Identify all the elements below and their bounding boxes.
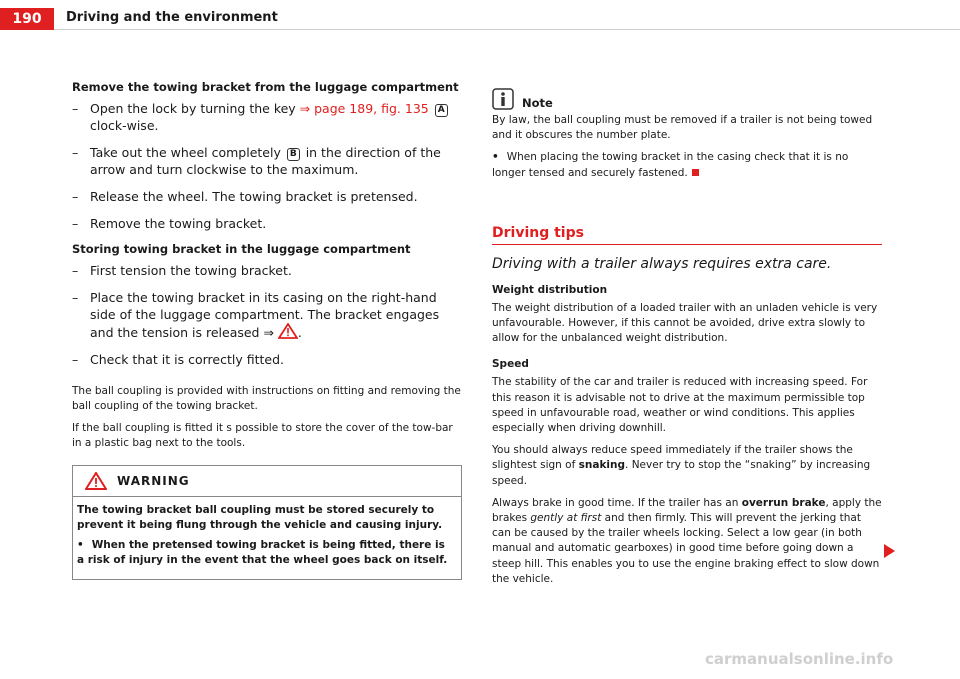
warning-title: WARNING	[117, 474, 190, 488]
warning-box	[72, 465, 462, 580]
watermark: carmanualsonline.info	[705, 650, 894, 668]
remove-step-4: – Remove the towing bracket.	[72, 216, 267, 231]
info-paragraph-1: The ball coupling is provided with instructions on fitting and removing the ball coupling of the towing bracket.	[72, 385, 461, 412]
note-text-1: By law, the ball coupling must be removed if a trailer is not being towed and it obscures the number plate.	[492, 114, 873, 142]
callout-a-badge: A	[435, 104, 448, 117]
store-step-3: – Check that it is correctly fitted.	[72, 352, 284, 367]
info-paragraph-2: If the ball coupling is fitted it s possible to store the cover of the tow-bar in a plastic bag next to the tools.	[72, 422, 453, 449]
store-step-2: – Place the towing bracket in its casing on the right-hand side of the luggage compartment. The bracket engages and the tension is released ⇒ .	[72, 290, 440, 340]
header-divider	[54, 29, 960, 30]
speed-heading: Speed	[492, 358, 529, 371]
brake-text: Always brake in good time. If the trailer has an overrun brake, apply the brakes gently at first and then firmly. This will prevent the jerking that can be caused by the trailer wheels locking. Select a low gear (in both manual and automatic gearboxes) in good time before going down a steep hill. This enables you to use the engine braking effect to slow down the vehicle.	[492, 496, 882, 585]
note-title: Note	[522, 96, 553, 110]
speed-text: The stability of the car and trailer is reduced with increasing speed. For this reason it is advisable not to drive at the maximum permissible top speed in unfavourable road, weather or wind conditions. This applies especially when driving downhill.	[492, 376, 868, 435]
callout-b-badge: B	[287, 148, 300, 161]
store-step-1: – First tension the towing bracket.	[72, 263, 292, 278]
page-title: Driving and the environment	[66, 10, 278, 25]
right-column	[492, 88, 882, 594]
note-icon	[492, 88, 514, 110]
remove-heading: Remove the towing bracket from the luggage compartment	[72, 80, 459, 94]
page-number: 190	[0, 8, 54, 30]
section-intro: Driving with a trailer always requires extra care.	[492, 255, 832, 272]
warning-header	[73, 466, 461, 497]
warning-text-1: The towing bracket ball coupling must be stored securely to prevent it being flung through the vehicle and causing injury.	[77, 504, 443, 531]
warning-body	[73, 497, 461, 579]
end-marker-icon	[692, 169, 699, 176]
warning-text-2: • When the pretensed towing bracket is being fitted, there is a risk of injury in the event that the wheel goes back on itself.	[77, 539, 448, 566]
section-title: Driving tips	[492, 224, 584, 241]
warning-triangle-icon[interactable]	[278, 323, 298, 339]
note-text-2: • When placing the towing bracket in the casing check that it is no longer tensed and securely fastened.	[492, 151, 849, 179]
warning-triangle-icon	[85, 472, 107, 490]
left-column	[72, 80, 464, 580]
section-divider	[492, 244, 882, 245]
weight-text: The weight distribution of a loaded trailer with an unladen vehicle is very unfavourable. However, if this cannot be avoided, drive extra slowly to allow for the unbalanced weight distribution.	[492, 301, 878, 345]
note-header	[492, 88, 882, 110]
remove-step-2: – Take out the wheel completely B in the direction of the arrow and turn clockwise to the maximum.	[72, 145, 441, 177]
next-page-arrow-icon[interactable]	[884, 544, 895, 558]
remove-step-3: – Release the wheel. The towing bracket is pretensed.	[72, 189, 418, 204]
page-link[interactable]: ⇒ page 189, fig. 135	[299, 101, 429, 116]
weight-heading: Weight distribution	[492, 283, 608, 296]
store-heading: Storing towing bracket in the luggage compartment	[72, 242, 411, 256]
remove-step-1: – Open the lock by turning the key ⇒ page 189, fig. 135 A clock-wise.	[72, 100, 464, 134]
page-header	[0, 0, 960, 40]
reduce-speed-text: You should always reduce speed immediately if the trailer shows the slightest sign of snaking. Never try to stop the “snaking” by increasing speed.	[492, 444, 871, 487]
